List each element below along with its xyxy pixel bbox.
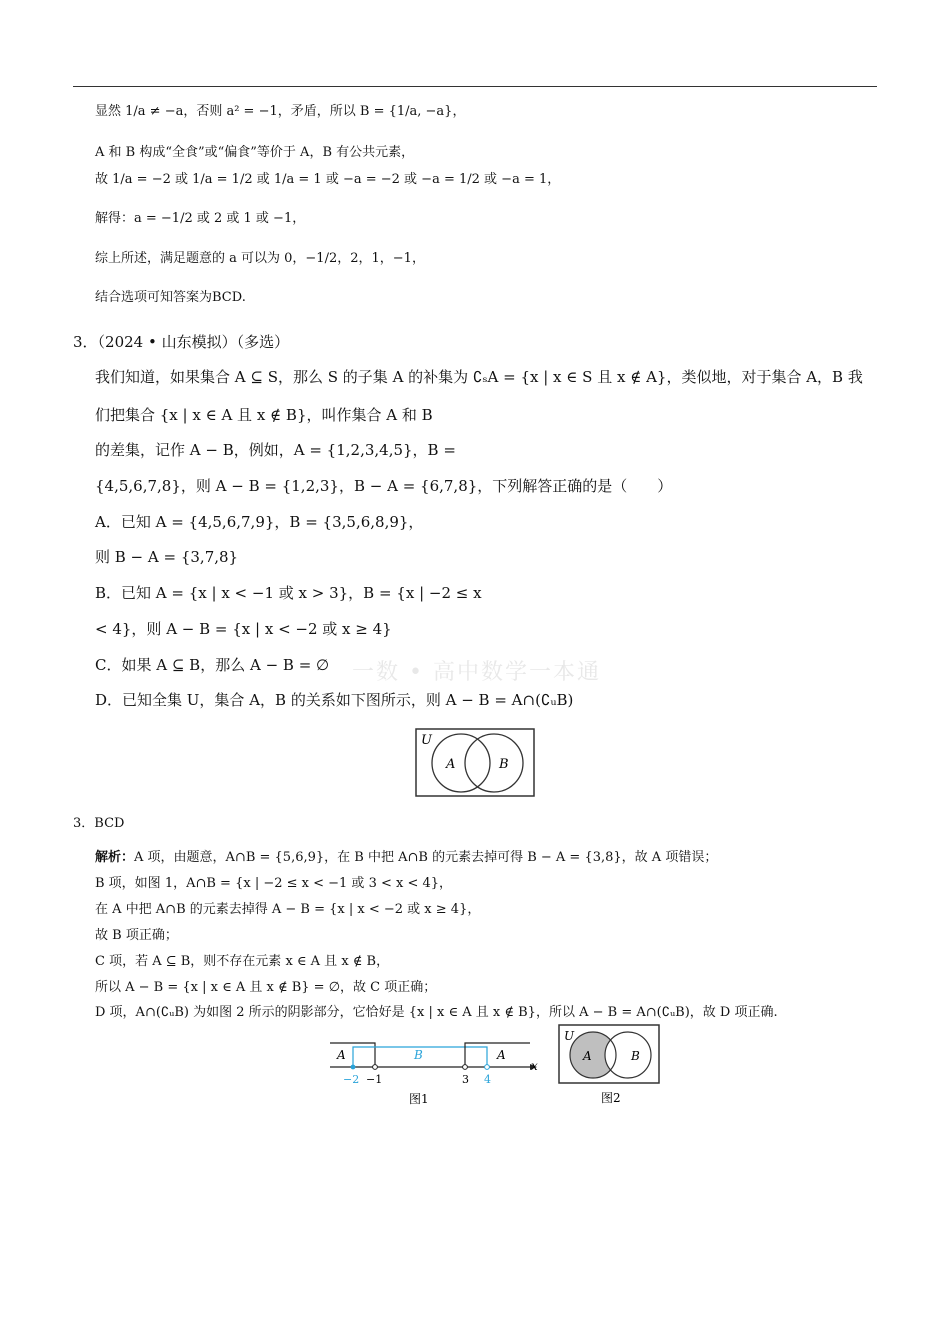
prev-solution-line-5: 综上所述，满足题意的 a 可以为 0，−1/2，2，1，−1， <box>95 251 425 266</box>
answer-line-6: 所以 A − B = {x | x ∈ A 且 x ∉ B} = ∅，故 C 项正确； <box>95 980 437 995</box>
prev-solution-line-3: 故 1/a = −2 或 1/a = 1/2 或 1/a = 1 或 −a = −2 或 −a = 1/2 或 −a = 1， <box>95 172 561 187</box>
answer-line-1-text: A 项，由题意，A∩B = {5,6,9}，在 B 中把 A∩B 的元素去掉可得 B − A = {3,8}，故 A 项错误； <box>134 850 718 865</box>
option-b-line-2: < 4}，则 A − B = {x | x < −2 或 x ≥ 4} <box>95 620 392 638</box>
watermark: 一数 • 高中数学一本通 <box>352 660 601 685</box>
option-a-line-2: 则 B − A = {3,7,8} <box>95 548 239 566</box>
question-stem-3: 的差集，记作 A − B，例如，A = {1,2,3,4,5}，B = <box>95 441 456 459</box>
answer-line-2: B 项，如图 1，A∩B = {x | −2 ≤ x < −1 或 3 < x < 4}， <box>95 876 453 891</box>
fig1-label-b: B <box>414 1048 423 1062</box>
figure-1-number-line <box>325 1036 545 1108</box>
point-3 <box>463 1065 468 1070</box>
tick-label-minus-1: −1 <box>366 1073 383 1086</box>
answer-line-5: C 项，若 A ⊆ B，则不存在元素 x ∈ A 且 x ∉ B， <box>95 954 390 969</box>
point-minus-1 <box>373 1065 378 1070</box>
fig2-b-label: B <box>631 1049 640 1063</box>
option-d: D．已知全集 U，集合 A，B 的关系如下图所示，则 A − B = A∩(∁ᵤB) <box>95 691 574 709</box>
answer-line-3: 在 A 中把 A∩B 的元素去掉得 A − B = {x | x < −2 或 x ≥ 4}， <box>95 902 481 917</box>
option-b-line-1: B．已知 A = {x | x < −1 或 x > 3}，B = {x | −2 ≤ x <box>95 584 482 602</box>
figure-1-caption: 图1 <box>409 1092 429 1106</box>
prev-solution-line-2: A 和 B 构成“全食”或“偏食”等价于 A，B 有公共元素， <box>95 145 415 160</box>
tick-label-minus-2: −2 <box>343 1073 360 1086</box>
prev-solution-line-1: 显然 1/a ≠ −a，否则 a² = −1，矛盾，所以 B = {1/a, −a}， <box>95 104 466 119</box>
universe-box <box>416 729 534 796</box>
venn-a-label: A <box>446 757 456 772</box>
top-rule <box>73 86 877 87</box>
analysis-label: 解析： <box>95 850 135 865</box>
venn-b-label: B <box>499 757 509 772</box>
answer-line-7: D 项，A∩(∁ᵤB) 为如图 2 所示的阴影部分，它恰好是 {x | x ∈ A 且 x ∉ B}，所以 A − B = A∩(∁ᵤB)，故 D 项正确. <box>95 1005 778 1020</box>
fig1-label-a-right: A <box>497 1048 506 1062</box>
answer-title: 3．BCD <box>73 816 125 831</box>
fig1-axis-label: x <box>531 1059 538 1073</box>
figure-2-caption: 图2 <box>601 1091 621 1105</box>
option-c: C．如果 A ⊆ B，那么 A − B = ∅ <box>95 656 330 674</box>
prev-solution-line-6: 结合选项可知答案为BCD. <box>95 290 246 305</box>
question-stem-1: 我们知道，如果集合 A ⊆ S，那么 S 的子集 A 的补集为 ∁ₛA = {x | x ∈ S 且 x ∉ A}，类似地，对于集合 A，B 我 <box>95 368 863 386</box>
prev-solution-line-4: 解得：a = −1/2 或 2 或 1 或 −1， <box>95 211 306 226</box>
tick-label-4: 4 <box>484 1073 491 1086</box>
tick-label-3: 3 <box>462 1073 469 1086</box>
figure-2-venn-diagram <box>558 1024 662 1106</box>
question-header: 3．（2024 • 山东模拟）（多选） <box>73 333 290 351</box>
point-minus-2 <box>351 1065 356 1070</box>
answer-line-1 <box>95 846 717 865</box>
fig1-label-a-left: A <box>337 1048 346 1062</box>
fig2-u-label: U <box>564 1029 575 1043</box>
question-venn-diagram <box>415 728 536 798</box>
fig2-a-label: A <box>583 1049 592 1063</box>
venn-u-label: U <box>421 733 432 748</box>
answer-line-4: 故 B 项正确； <box>95 928 178 943</box>
point-4 <box>485 1065 490 1070</box>
option-a-line-1: A．已知 A = {4,5,6,7,9}，B = {3,5,6,8,9}， <box>95 513 424 531</box>
question-stem-2: 们把集合 {x | x ∈ A 且 x ∉ B}，叫作集合 A 和 B <box>95 406 433 424</box>
question-stem-4: {4,5,6,7,8}，则 A − B = {1,2,3}，B − A = {6,7,8}，下列解答正确的是（ ） <box>95 477 673 495</box>
